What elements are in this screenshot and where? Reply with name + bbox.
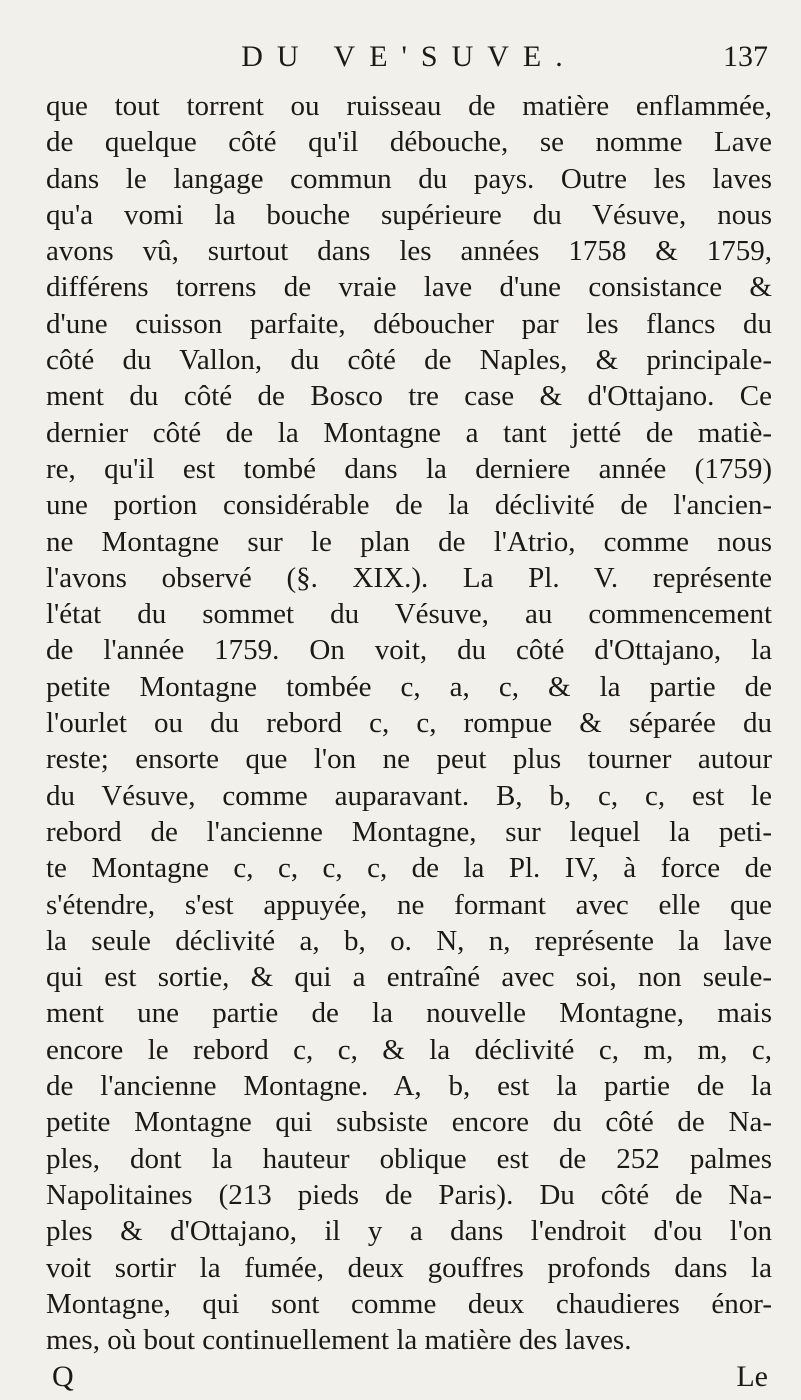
text-line: de quelque côté qu'il débouche, se nomme Lave bbox=[46, 126, 772, 159]
text-line: ples & d'Ottajano, il y a dans l'endroit d'ou l'on bbox=[46, 1215, 772, 1248]
text-line: voit sortir la fumée, deux gouffres profonds dans la bbox=[46, 1251, 772, 1284]
text-line: différens torrens de vraie lave d'une consistance & bbox=[46, 271, 772, 304]
text-line: te Montagne c, c, c, c, de la Pl. IV, à force de bbox=[46, 852, 772, 885]
text-line: dernier côté de la Montagne a tant jetté de matiè- bbox=[46, 416, 772, 449]
running-head bbox=[46, 40, 772, 84]
text-line: dans le langage commun du pays. Outre les laves bbox=[46, 162, 772, 195]
text-line: de l'ancienne Montagne. A, b, est la partie de la bbox=[46, 1070, 772, 1103]
text-line: petite Montagne tombée c, a, c, & la partie de bbox=[46, 670, 772, 703]
text-line: l'état du sommet du Vésuve, au commencement bbox=[46, 598, 772, 631]
text-line: l'ourlet ou du rebord c, c, rompue & séparée du bbox=[46, 707, 772, 740]
text-line: s'étendre, s'est appuyée, ne formant avec elle que bbox=[46, 888, 772, 921]
page-number: 137 bbox=[723, 40, 768, 73]
text-line: l'avons observé (§. XIX.). La Pl. V. représente bbox=[46, 561, 772, 594]
text-line: avons vû, surtout dans les années 1758 & 1759, bbox=[46, 235, 772, 268]
text-line: ment du côté de Bosco tre case & d'Ottajano. Ce bbox=[46, 380, 772, 413]
text-line: re, qu'il est tombé dans la derniere année (1759) bbox=[46, 452, 772, 485]
catchword: Le bbox=[736, 1360, 768, 1394]
text-line: du Vésuve, comme auparavant. B, b, c, c, est le bbox=[46, 779, 772, 812]
text-line: ples, dont la hauteur oblique est de 252 palmes bbox=[46, 1142, 772, 1175]
text-line: la seule déclivité a, b, o. N, n, représente la lave bbox=[46, 924, 772, 957]
text-line: encore le rebord c, c, & la déclivité c, m, m, c, bbox=[46, 1033, 772, 1066]
signature-mark: Q bbox=[52, 1360, 74, 1394]
page-footer bbox=[46, 1360, 772, 1400]
text-line: côté du Vallon, du côté de Naples, & principale- bbox=[46, 344, 772, 377]
text-line: qui est sortie, & qui a entraîné avec soi, non seule- bbox=[46, 961, 772, 994]
text-line: petite Montagne qui subsiste encore du côté de Na- bbox=[46, 1106, 772, 1139]
running-title: DU VE'SUVE. bbox=[241, 40, 577, 73]
body-text bbox=[46, 88, 772, 1358]
text-line: Napolitaines (213 pieds de Paris). Du côté de Na- bbox=[46, 1178, 772, 1211]
text-line: que tout torrent ou ruisseau de matière enflammée, bbox=[46, 90, 772, 122]
text-line: Montagne, qui sont comme deux chaudieres énor- bbox=[46, 1287, 772, 1320]
book-page bbox=[46, 40, 772, 1394]
text-line: reste; ensorte que l'on ne peut plus tourner autour bbox=[46, 743, 772, 776]
text-line: ment une partie de la nouvelle Montagne, mais bbox=[46, 997, 772, 1030]
text-line: rebord de l'ancienne Montagne, sur lequel la peti- bbox=[46, 815, 772, 848]
text-line: une portion considérable de la déclivité de l'ancien- bbox=[46, 489, 772, 522]
text-line: d'une cuisson parfaite, déboucher par les flancs du bbox=[46, 307, 772, 340]
text-line: ne Montagne sur le plan de l'Atrio, comme nous bbox=[46, 525, 772, 558]
text-line: de l'année 1759. On voit, du côté d'Ottajano, la bbox=[46, 634, 772, 667]
text-line: mes, où bout continuellement la matière des laves. bbox=[46, 1324, 632, 1357]
text-line: qu'a vomi la bouche supérieure du Vésuve, nous bbox=[46, 198, 772, 231]
